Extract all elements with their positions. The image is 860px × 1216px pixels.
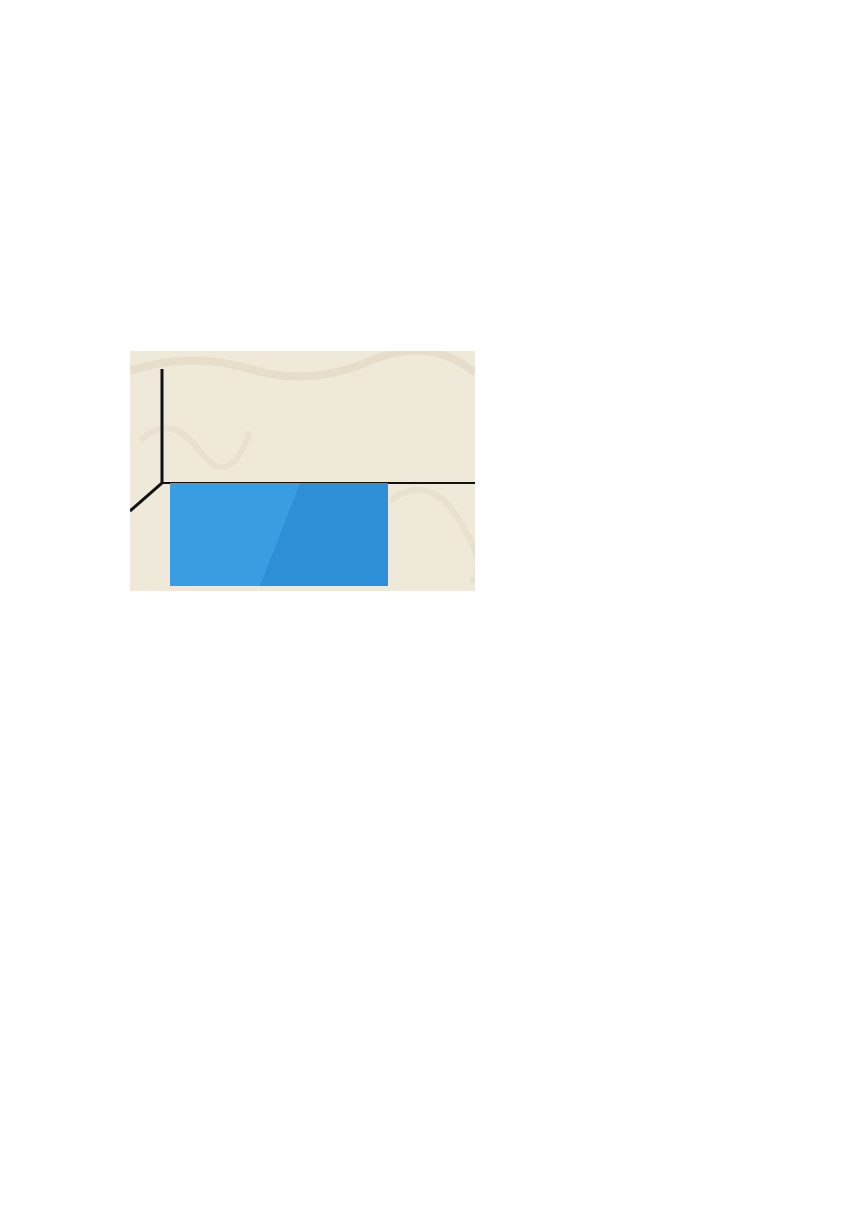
room-illustration: [130, 351, 475, 591]
wall-pattern-figure: [134, 1062, 290, 1216]
